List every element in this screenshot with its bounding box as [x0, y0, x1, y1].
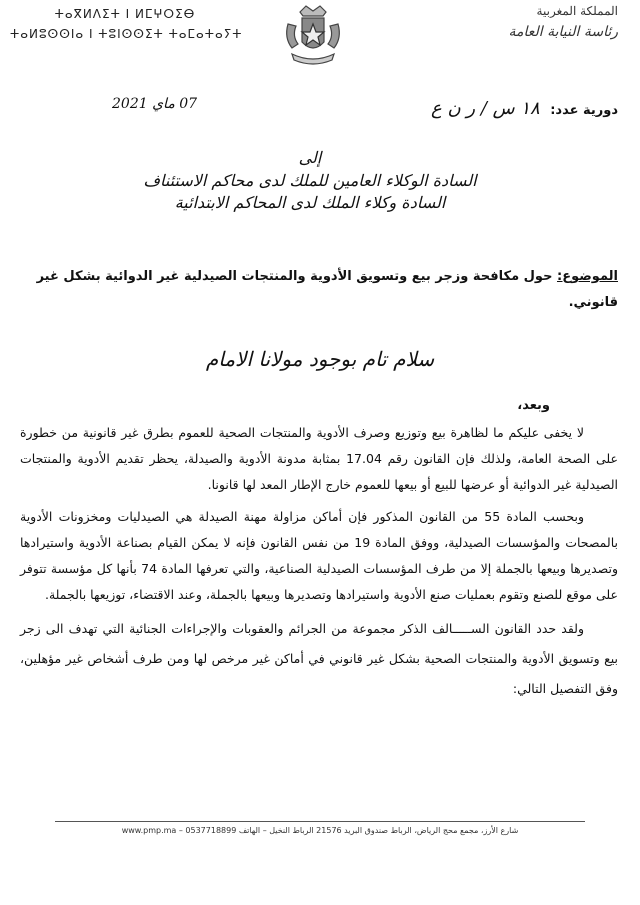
- authority-name: رئاسة النيابة العامة: [508, 24, 618, 40]
- paragraph-1: لا يخفى عليكم ما لظاهرة بيع وتوزيع وصرف الأدوية والمنتجات الصحية للعموم بطرق غير قانونية من خطورة على الصحة العامة، ولذلك فإن القانون رقم 17.04 بمثابة مدونة الأدوية والصيدلة، يحظر تقديم الأدوية والمنتجات الصيدلية غير الدوائية أو عرضها للبيع أو بيعها للعموم خارج الإطار المعد لها قانونا.: [20, 425, 618, 492]
- letter-body: [20, 420, 618, 710]
- arabic-header: [398, 2, 618, 44]
- salutation-transition: وبعد،: [517, 398, 550, 413]
- subject-block: [28, 264, 618, 316]
- reference-number: ١٨ س / ر ن ع: [431, 98, 540, 119]
- circular-reference: [431, 98, 618, 119]
- moroccan-coat-of-arms-icon: [278, 2, 348, 74]
- kingdom-name: المملكة المغربية: [536, 4, 618, 18]
- subject-label: الموضوع:: [557, 269, 618, 284]
- footer-contact: شارع الأرز، مجمع محج الرياض، الرباط صندوق البريد 21576 الرباط النخيل – الهاتف 0537718899 – www.pmp.ma: [121, 826, 519, 835]
- tifinagh-header: [10, 4, 243, 44]
- recipients-to: إلى: [298, 148, 322, 167]
- reference-label: دورية عدد:: [550, 103, 618, 118]
- tifinagh-line-2: ⵜⴰⵍⵓⵙⵙⵏⴰ ⵏ ⵜⵓⵏⵙⵙⵉⵜ ⵜⴰⵎⴰⵜⴰⵢⵜ: [10, 27, 243, 41]
- document-date: 07 ماي 2021: [112, 96, 198, 112]
- recipients-block: [100, 146, 520, 214]
- paragraph-3: ولقد حدد القانون الســـــالف الذكر مجموعة من الجرائم والعقوبات والإجراءات الجنائية التي تهدف الى زجر بيع وتسويق الأدوية والمنتجات الصحية بشكل غير قانوني في أماكن غير مرخص لها ومن طرف أشخاص غير مؤهلين، وفق التفصيل التالي:: [20, 621, 618, 696]
- paragraph-2: وبحسب المادة 55 من القانون المذكور فإن أماكن مزاولة مهنة الصيدلة هي الصيدليات ومخزونات الأدوية بالمصحات والمؤسسات الصيدلية، ووفق المادة 19 من نفس القانون فإنه لا يمكن القيام بصناعة الأدوية واستيرادها وتصديرها وبيعها بالجملة إلا من طرف المؤسسات الصيدلية الصناعية، والتي تعرفها المادة 74 بأنها كل مؤسسة تتوفر على موقع للصنع وتقوم بعمليات صنع الأدوية واستيرادها وتصديرها وبيعها بالجملة، وعند الاقتضاء، توزيعها بالجملة.: [20, 509, 618, 602]
- footer-divider: [55, 821, 585, 822]
- tifinagh-line-1: ⵜⴰⴳⵍⴷⵉⵜ ⵏ ⵍⵎⵖⵔⵉⴱ: [54, 7, 196, 21]
- recipient-line-2: السادة وكلاء الملك لدى المحاكم الابتدائية: [174, 193, 446, 212]
- recipient-line-1: السادة الوكلاء العامين للملك لدى محاكم الاستئناف: [143, 171, 477, 190]
- greeting: سلام تام بوجود مولانا الامام: [205, 347, 435, 371]
- subject-text: حول مكافحة وزجر بيع وتسويق الأدوية والمنتجات الصيدلية غير الدوائية بشكل غير قانوني.: [36, 269, 618, 310]
